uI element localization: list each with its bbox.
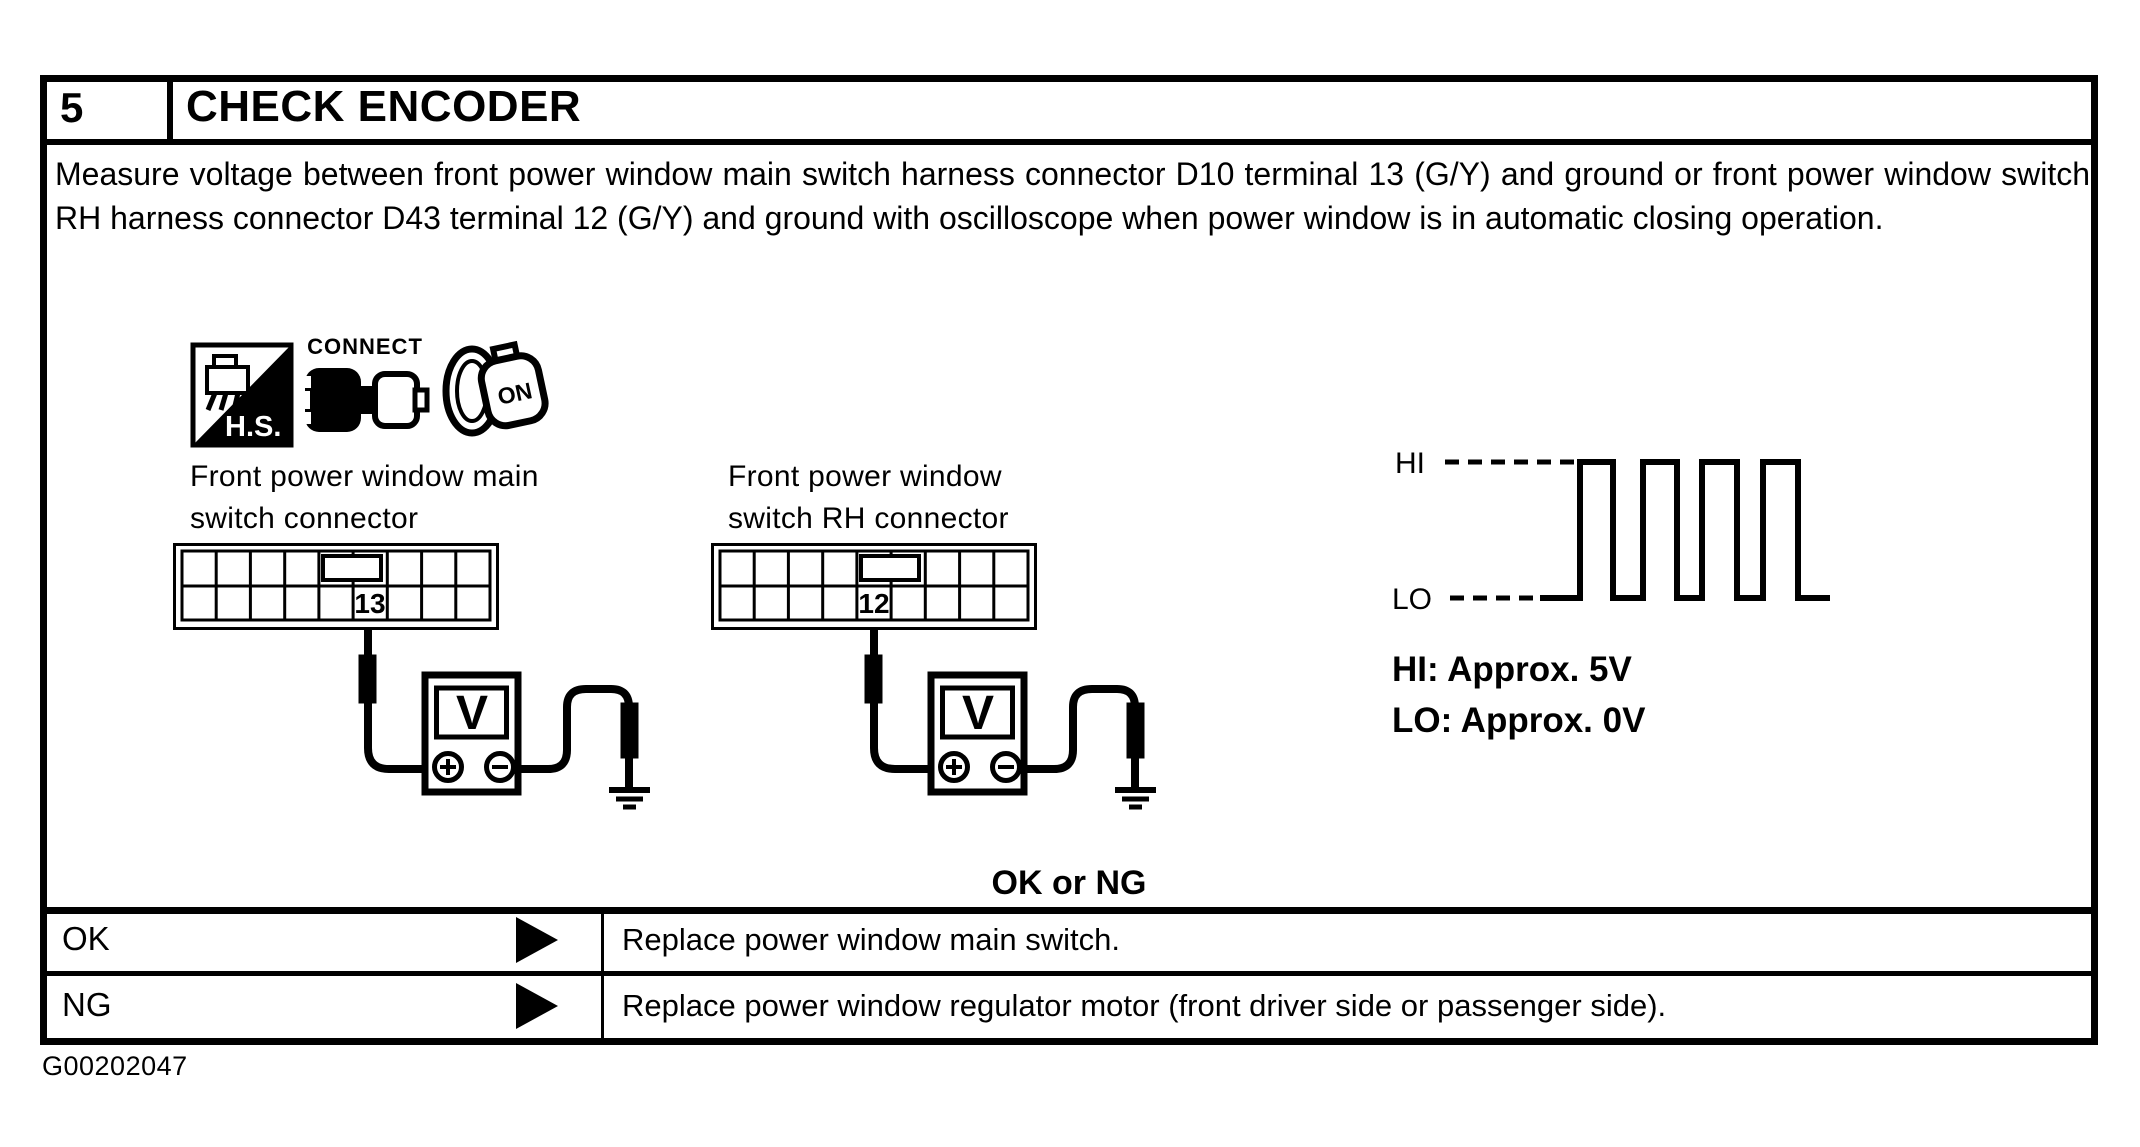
connector1-label: Front power window main switch connector	[190, 460, 539, 535]
connector-plug-glyph	[299, 360, 431, 440]
connector-latch	[323, 556, 381, 580]
terminal-number: 12	[858, 588, 890, 619]
figure-id: G00202047	[42, 1051, 188, 1081]
voltmeter2	[865, 627, 1156, 807]
hs-badge-label: H.S.	[225, 411, 282, 443]
arrow-right-icon	[516, 983, 558, 1029]
hi-axis-label: HI	[1395, 447, 1425, 480]
voltmeter-symbol: V	[961, 687, 995, 740]
probe	[1127, 703, 1144, 758]
square-wave-trace	[1540, 462, 1830, 598]
step-number: 5	[60, 84, 84, 131]
connector-latch	[861, 556, 919, 580]
connector2-voltmeter-diagram	[711, 543, 1218, 845]
step-title: CHECK ENCODER	[186, 82, 582, 131]
result-ok-action: Replace power window main switch.	[622, 922, 1120, 957]
lo-voltage-note: LO: Approx. 0V	[1392, 701, 1646, 740]
voltmeter-symbol: V	[455, 687, 489, 740]
probe	[621, 703, 638, 758]
connector1-voltmeter-diagram	[173, 543, 680, 845]
encoder-waveform-diagram	[1390, 440, 1890, 620]
arrow-right-icon	[516, 917, 558, 963]
header-bottom-rule	[45, 139, 2093, 145]
voltmeter1	[359, 627, 650, 807]
ignition-key-on-icon	[442, 340, 560, 442]
lo-axis-label: LO	[1392, 583, 1433, 616]
probe-wire	[874, 627, 931, 769]
result-ng-action: Replace power window regulator motor (front driver side or passenger side).	[622, 988, 1667, 1023]
results-middle-rule	[45, 971, 2093, 976]
probe	[359, 655, 376, 703]
ground-wire	[518, 689, 629, 789]
probe	[865, 655, 882, 703]
result-ok-label: OK	[62, 920, 110, 957]
probe-wire	[368, 627, 425, 769]
results-top-rule	[45, 907, 2093, 914]
result-ng-label: NG	[62, 986, 112, 1023]
results-cell-divider	[601, 907, 604, 1040]
ground-wire	[1024, 689, 1135, 789]
ground-icon	[609, 790, 650, 807]
connect-icon	[296, 334, 434, 445]
instruction-text: Measure voltage between front power window main switch harness connector D10 terminal 13 (G/Y) and ground or front power window switch RH harness connector D43 terminal 12 (G/Y) and ground with oscilloscope when power window is in automatic closing operation.	[55, 156, 2090, 236]
hs-disconnect-icon	[190, 342, 294, 448]
terminal-number: 13	[354, 588, 386, 619]
connector1-pinout	[175, 545, 498, 629]
result-prompt: OK or NG	[991, 864, 1147, 902]
ignition-badge-label: ON	[495, 377, 535, 410]
connector2-label: Front power window switch RH connector	[728, 460, 1009, 535]
connect-badge-label: CONNECT	[307, 334, 423, 359]
ground-icon	[1115, 790, 1156, 807]
header-cell-divider	[167, 80, 173, 142]
hi-voltage-note: HI: Approx. 5V	[1392, 650, 1632, 689]
